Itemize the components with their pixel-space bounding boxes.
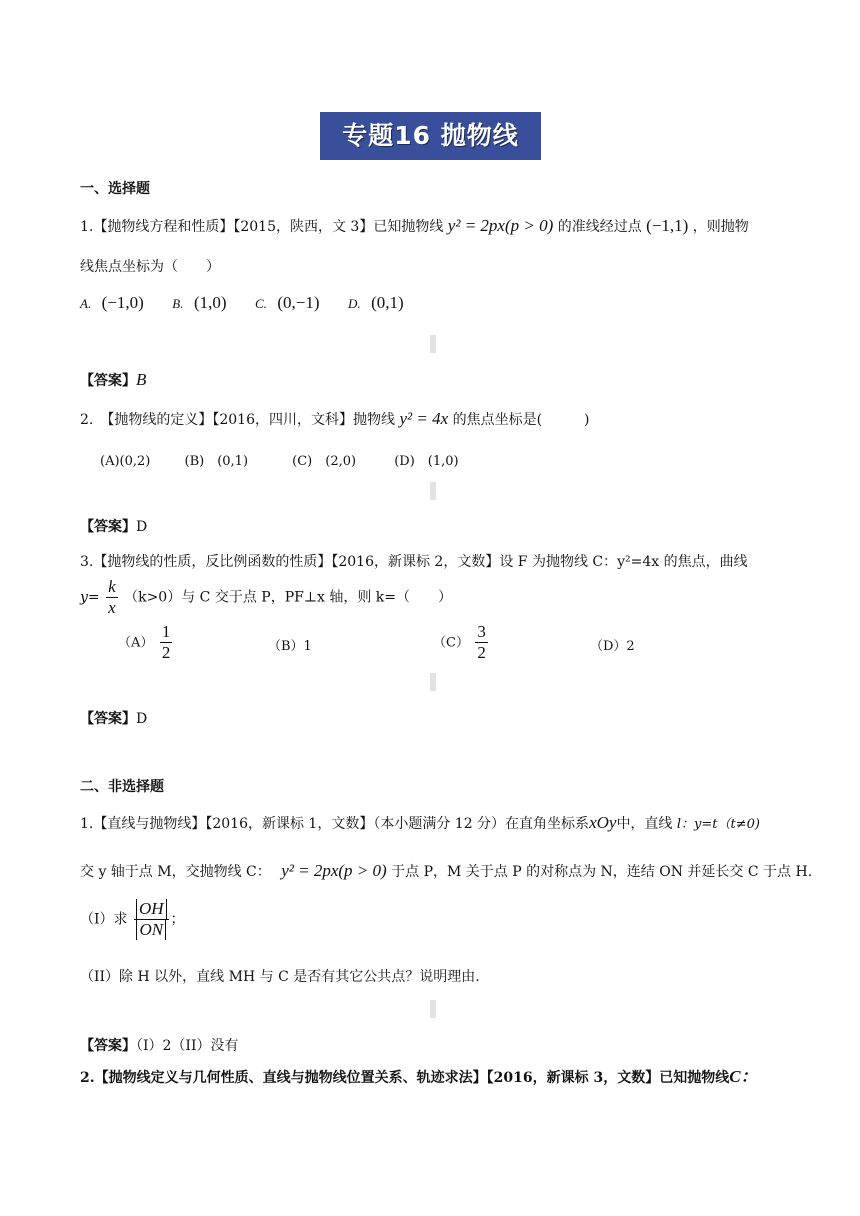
question-1-equation: y² = 2px(p > 0)	[447, 216, 554, 235]
question-1-mid: 的准线经过点	[557, 219, 642, 235]
answer-label: 【答案】	[80, 1038, 136, 1054]
question-3-fraction	[106, 577, 118, 618]
fraction-numerator: k	[108, 577, 116, 596]
question-1-line1	[80, 216, 749, 236]
answer-value: D	[136, 519, 148, 535]
fraction-denominator: 2	[161, 643, 171, 662]
option-value: (0,−1)	[277, 293, 320, 312]
fraction-numerator	[134, 899, 169, 920]
question-3-answer	[80, 708, 147, 728]
option-c-fraction	[475, 622, 488, 663]
question-1-options	[80, 293, 404, 313]
option: (B) (0,1)	[184, 454, 249, 469]
option-letter: A.	[80, 296, 92, 311]
question-3-line1: 3.【抛物线的性质，反比例函数的性质】【2016，新课标 2，文数】设 F 为抛物线 C：y²=4x 的焦点，曲线	[80, 554, 748, 570]
option-value: (0,1)	[371, 293, 404, 312]
question-2-suffix: 的焦点坐标是( )	[452, 412, 590, 428]
gray-mark	[430, 673, 436, 691]
fraction-numerator: 1	[161, 622, 171, 641]
problem-1-text-a: 1.【直线与抛物线】【2016，新课标 1，文数】（本小题满分 12 分）在直角坐标系	[80, 816, 590, 832]
section-heading-choice: 一、选择题	[80, 181, 150, 197]
problem-1-part1	[80, 899, 185, 940]
part1-label: （I）求	[80, 911, 128, 928]
option: (C) (2,0)	[292, 454, 357, 469]
option: (D) (1,0)	[394, 454, 459, 469]
fraction-denominator	[134, 920, 169, 940]
question-2-options	[100, 450, 459, 469]
question-1-answer	[80, 370, 146, 390]
problem-1-text-c: 交 y 轴于点 M，交抛物线 C：	[80, 864, 271, 880]
option: (A)(0,2)	[100, 454, 151, 469]
problem-1-parabola-eq: y² = 2px(p > 0)	[281, 861, 387, 880]
problem-1-answer	[80, 1035, 239, 1055]
title-banner: 专题16 抛物线	[320, 112, 541, 160]
question-2-equation: y² = 4x	[399, 409, 449, 428]
question-3-line2	[80, 577, 452, 618]
gray-mark	[430, 482, 436, 500]
option-letter: D.	[347, 296, 361, 311]
abs-oh: OH	[136, 899, 167, 919]
problem-1-line1	[80, 813, 760, 833]
answer-value: D	[136, 711, 148, 727]
problem-1-part2: （II）除 H 以外，直线 MH 与 C 是否有其它公共点？说明理由.	[80, 969, 480, 985]
gray-mark	[430, 1000, 436, 1018]
option-letter: C.	[254, 296, 267, 311]
fraction-denominator: x	[108, 598, 116, 617]
question-3-option-b: （B）1	[268, 639, 312, 654]
problem-1-xoy: xOy	[589, 813, 617, 832]
question-3-y: y=	[80, 589, 100, 606]
question-2-prefix: 2. 【抛物线的定义】【2016，四川，文科】抛物线	[80, 412, 395, 428]
question-1-prefix: 1.【抛物线方程和性质】【2015，陕西，文 3】已知抛物线	[80, 219, 444, 235]
question-3-option-a	[118, 622, 174, 663]
question-1-suffix: ，则抛物	[692, 219, 749, 235]
problem-1-line-eq: l：y=t（t≠0)	[676, 817, 760, 832]
section-heading-nonchoice: 二、非选择题	[80, 779, 164, 795]
option-value: (1,0)	[193, 293, 227, 312]
problem-2-c: C：	[729, 1067, 758, 1086]
option-label: （A）	[118, 635, 154, 651]
question-3-option-d: （D）2	[590, 639, 635, 654]
answer-label: 【答案】	[80, 373, 136, 389]
question-1-point: (−1,1)	[646, 216, 689, 235]
question-3-rest: （k>0）与 C 交于点 P，PF⊥x 轴，则 k=（ ）	[124, 589, 453, 606]
problem-2-line1	[80, 1062, 758, 1087]
question-2-answer	[80, 516, 147, 536]
option-value: (−1,0)	[101, 293, 144, 312]
part1-end: ；	[170, 911, 185, 928]
option-label: （C）	[433, 635, 469, 651]
question-3-option-c	[433, 622, 490, 663]
answer-value: B	[136, 370, 147, 389]
fraction-denominator: 2	[477, 643, 486, 662]
question-1-line2: 线焦点坐标为（ ）	[80, 259, 220, 275]
fraction-numerator: 3	[477, 622, 486, 641]
question-2-line1	[80, 409, 590, 429]
problem-1-line2	[80, 861, 812, 881]
abs-on: ON	[136, 920, 166, 940]
problem-2-text: 2.【抛物线定义与几何性质、直线与抛物线位置关系、轨迹求法】【2016，新课标 3，文数】已知抛物线	[80, 1070, 730, 1086]
gray-mark	[430, 335, 436, 353]
problem-1-text-b: 中，直线	[616, 816, 673, 832]
part1-fraction	[134, 899, 169, 940]
option-letter: B.	[172, 296, 184, 311]
answer-label: 【答案】	[80, 711, 136, 727]
answer-label: 【答案】	[80, 519, 136, 535]
problem-1-text-d: 于点 P，M 关于点 P 的对称点为 N，连结 ON 并延长交 C 于点 H.	[391, 864, 813, 880]
option-a-fraction	[160, 622, 173, 663]
answer-value: （I）2（II）没有	[136, 1038, 239, 1054]
